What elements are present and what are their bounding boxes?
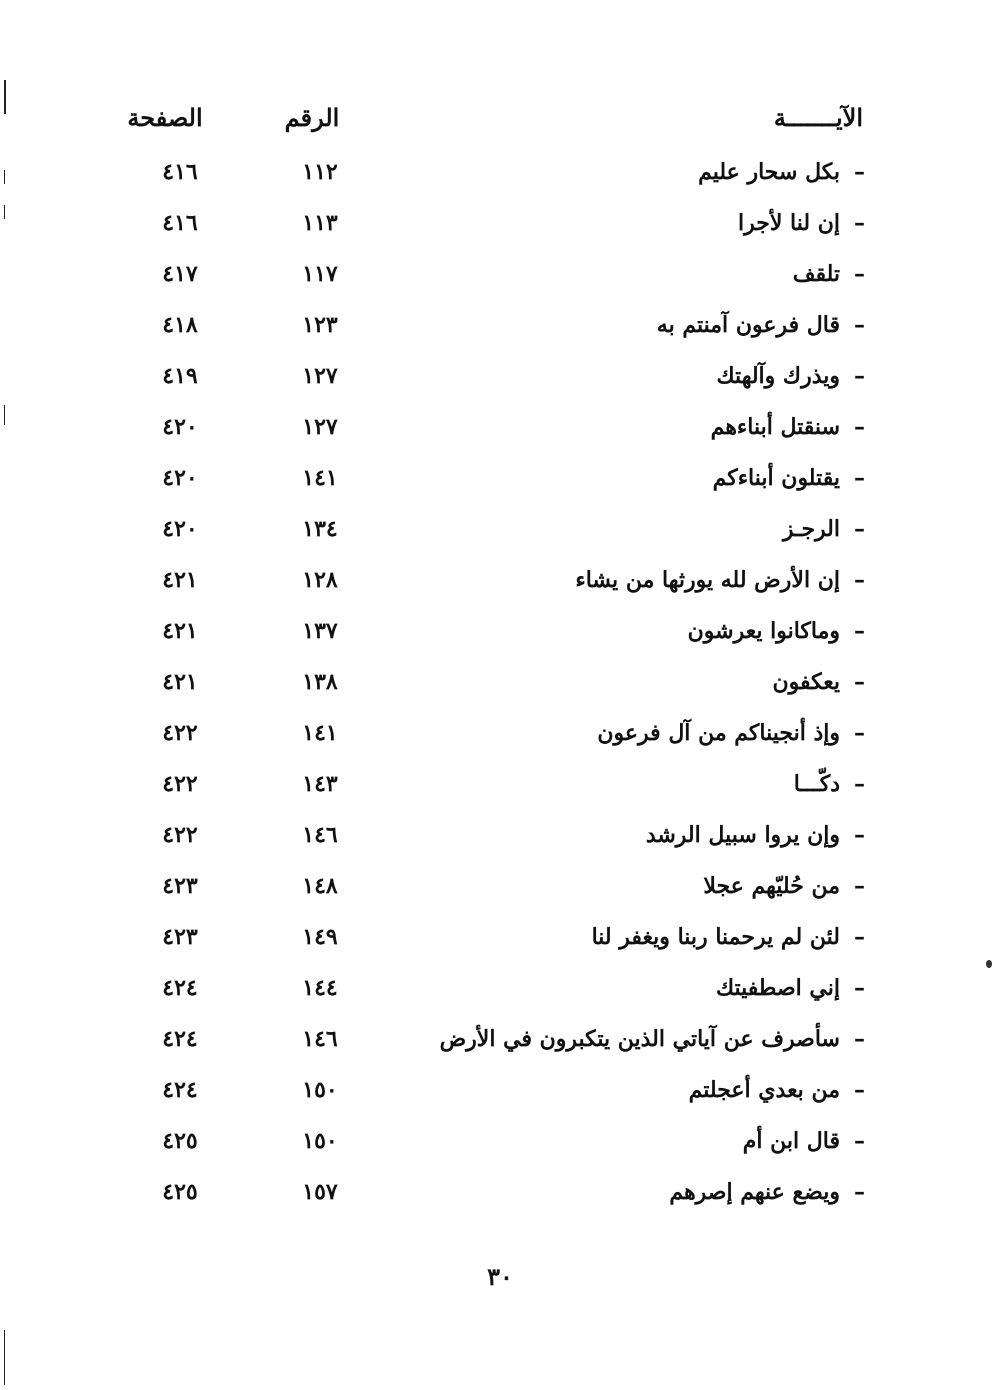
verse-number: ١٤٨ [302, 873, 338, 899]
dash-symbol: – [854, 363, 865, 389]
page-ref: ٤١٦ [162, 159, 198, 185]
verse-cell [793, 254, 865, 294]
verse-number: ١٣٨ [302, 669, 338, 695]
page-ref: ٤٢٤ [162, 975, 198, 1001]
verse-cell [738, 203, 865, 243]
verse-number: ١٤٣ [302, 771, 338, 797]
table-row [0, 560, 993, 600]
verse-text: سنقتل أبناءهم [710, 414, 840, 440]
verse-text: إني اصطفيتك [715, 975, 840, 1001]
dash-symbol: – [854, 210, 865, 236]
dash-symbol: – [854, 1128, 865, 1154]
table-row [0, 662, 993, 702]
header-verse: الآيـــــــة [773, 103, 863, 132]
page-number: ٣٠ [487, 1262, 513, 1291]
verse-cell [689, 1070, 865, 1110]
page-ref: ٤٢٢ [162, 822, 198, 848]
scan-mark [4, 1330, 5, 1385]
verse-text: قال فرعون آمنتم به [656, 312, 840, 338]
verse-number: ١٤٤ [302, 975, 338, 1001]
dash-symbol: – [854, 618, 865, 644]
verse-cell [772, 662, 865, 702]
scan-speck [986, 960, 992, 968]
verse-cell [597, 713, 865, 753]
table-row [0, 407, 993, 447]
verse-number: ١٤١ [302, 465, 338, 491]
verse-number: ١٢٧ [302, 414, 338, 440]
table-row [0, 509, 993, 549]
page-ref: ٤٢٤ [162, 1026, 198, 1052]
verse-cell [794, 764, 865, 804]
page-ref: ٤١٨ [162, 312, 198, 338]
page-ref: ٤٢٣ [162, 873, 198, 899]
verse-cell [575, 560, 865, 600]
verse-cell [703, 866, 865, 906]
verse-cell [713, 458, 865, 498]
verse-number: ١٤١ [302, 720, 338, 746]
dash-symbol: – [854, 567, 865, 593]
page-ref: ٤٢٣ [162, 924, 198, 950]
verse-text: تلقف [792, 261, 840, 287]
verse-cell [657, 305, 865, 345]
page-ref: ٤٢٤ [162, 1077, 198, 1103]
dash-symbol: – [854, 159, 865, 185]
header-number: الرقم [284, 103, 340, 132]
page-ref: ٤٢١ [162, 618, 198, 644]
verse-cell [716, 968, 865, 1008]
dash-symbol: – [854, 414, 865, 440]
page-ref: ٤٢٠ [162, 465, 198, 491]
verse-number: ١٤٦ [302, 1026, 338, 1052]
verse-number: ١٣٤ [302, 516, 338, 542]
verse-number: ١٥٠ [302, 1077, 338, 1103]
verse-cell [711, 407, 865, 447]
verse-number: ١٥٧ [302, 1179, 338, 1205]
table-row [0, 152, 993, 192]
table-row [0, 203, 993, 243]
verse-text: وإن يروا سبيل الرشد [645, 822, 840, 848]
page-ref: ٤٢١ [162, 669, 198, 695]
verse-text: الرجـز [782, 516, 840, 542]
table-row [0, 1019, 993, 1059]
verse-cell [783, 509, 865, 549]
page-ref: ٤١٦ [162, 210, 198, 236]
table-row [0, 917, 993, 957]
dash-symbol: – [854, 516, 865, 542]
dash-symbol: – [854, 1077, 865, 1103]
verse-number: ١٤٩ [302, 924, 338, 950]
page-ref: ٤٢٢ [162, 771, 198, 797]
table-row [0, 305, 993, 345]
verse-number: ١٢٨ [302, 567, 338, 593]
verse-text: يعكفون [772, 669, 840, 695]
verse-number: ١١٧ [302, 261, 338, 287]
table-row [0, 866, 993, 906]
verse-text: إن لنا لأجرا [737, 210, 840, 236]
verse-text: ويضع عنهم إصرهم [669, 1179, 840, 1205]
page-ref: ٤١٩ [162, 363, 198, 389]
table-row [0, 1070, 993, 1110]
verse-text: من حُليّهم عجلا [703, 873, 840, 899]
dash-symbol: – [854, 312, 865, 338]
dash-symbol: – [854, 720, 865, 746]
verse-cell [688, 611, 865, 651]
verse-text: وماكانوا يعرشون [687, 618, 840, 644]
page-ref: ٤٢٠ [162, 414, 198, 440]
table-row [0, 1172, 993, 1212]
table-header [0, 98, 993, 138]
dash-symbol: – [854, 1026, 865, 1052]
table-row [0, 815, 993, 855]
verse-text: سأصرف عن آياتي الذين يتكبرون في الأرض [439, 1026, 840, 1052]
verse-text: بكل سحار عليم [698, 159, 840, 185]
verse-text: ويذرك وآلهتك [716, 363, 840, 389]
dash-symbol: – [854, 975, 865, 1001]
table-row [0, 1121, 993, 1161]
verse-number: ١٣٧ [302, 618, 338, 644]
verse-number: ١٤٦ [302, 822, 338, 848]
page-ref: ٤٢١ [162, 567, 198, 593]
page-ref: ٤٢٥ [162, 1128, 198, 1154]
dash-symbol: – [854, 669, 865, 695]
dash-symbol: – [854, 771, 865, 797]
verse-text: دكّـــا [793, 771, 840, 797]
verse-number: ١٢٧ [302, 363, 338, 389]
dash-symbol: – [854, 924, 865, 950]
verse-text: إن الأرض لله يورثها من يشاء [575, 567, 840, 593]
verse-cell [669, 1172, 865, 1212]
table-row [0, 254, 993, 294]
verse-text: وإذ أنجيناكم من آل فرعون [597, 720, 840, 746]
page-ref: ٤١٧ [162, 261, 198, 287]
verse-cell [646, 815, 865, 855]
verse-text: لئن لم يرحمنا ربنا ويغفر لنا [591, 924, 840, 950]
verse-cell [698, 152, 865, 192]
table-row [0, 611, 993, 651]
page-ref: ٤٢٠ [162, 516, 198, 542]
verse-text: يقتلون أبناءكم [712, 465, 840, 491]
table-row [0, 764, 993, 804]
verse-number: ١٥٠ [302, 1128, 338, 1154]
table-row [0, 356, 993, 396]
verse-cell [440, 1019, 865, 1059]
page-ref: ٤٢٢ [162, 720, 198, 746]
dash-symbol: – [854, 1179, 865, 1205]
verse-text: قال ابن أم [742, 1128, 840, 1154]
dash-symbol: – [854, 465, 865, 491]
verse-number: ١٢٣ [302, 312, 338, 338]
verse-number: ١١٢ [302, 159, 338, 185]
verse-cell [743, 1121, 865, 1161]
header-page: الصفحة [127, 103, 203, 132]
verse-cell [717, 356, 865, 396]
page-ref: ٤٢٥ [162, 1179, 198, 1205]
table-row [0, 458, 993, 498]
dash-symbol: – [854, 873, 865, 899]
table-row [0, 968, 993, 1008]
verse-text: من بعدي أعجلتم [688, 1077, 840, 1103]
dash-symbol: – [854, 822, 865, 848]
table-row [0, 713, 993, 753]
verse-number: ١١٣ [302, 210, 338, 236]
verse-cell [592, 917, 865, 957]
dash-symbol: – [854, 261, 865, 287]
